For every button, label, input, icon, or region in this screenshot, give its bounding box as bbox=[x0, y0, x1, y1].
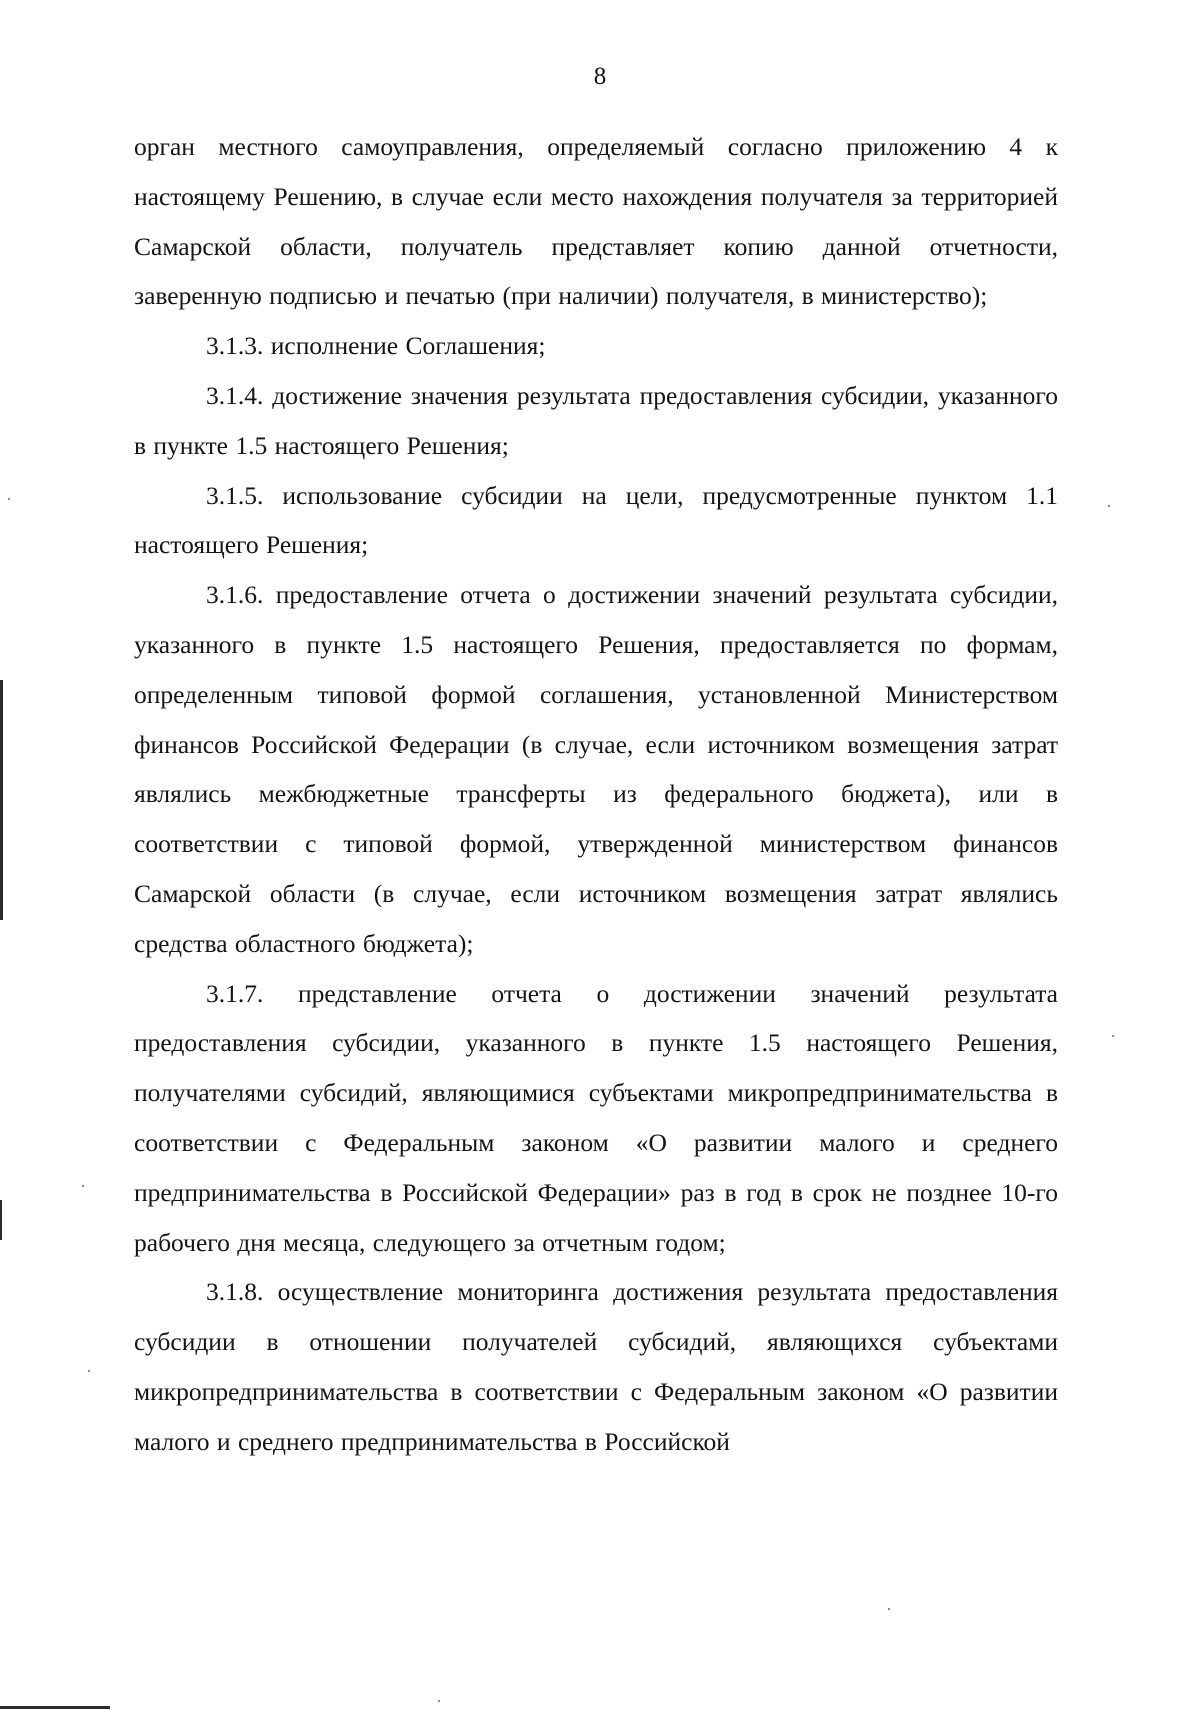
page-number: 8 bbox=[593, 63, 607, 90]
scan-edge-mark bbox=[0, 1706, 110, 1709]
document-body bbox=[134, 122, 1058, 1467]
scan-speck bbox=[1108, 505, 1110, 507]
scan-edge-mark bbox=[0, 680, 3, 920]
scan-speck bbox=[888, 1608, 890, 1610]
scan-edge-mark bbox=[0, 1200, 2, 1240]
paragraph-3-1-6: 3.1.6. предоставление отчета о достижении значений результата субсидии, указанного в пункте 1.5 настоящего Решения, предоставляется по формам, определенным типовой формой соглашения, установленной Министерством финансов Российской Федерации (в случае, если источником возмещения затрат являлись межбюджетные трансферты из федерального бюджета), или в соответствии с типовой формой, утвержденной министерством финансов Самарской области (в случае, если источником возмещения затрат являлись средства областного бюджета); bbox=[134, 580, 1058, 958]
paragraph-3-1-3: 3.1.3. исполнение Соглашения; bbox=[206, 331, 546, 361]
paragraph-3-1-7: 3.1.7. представление отчета о достижении значений результата предоставления субсидии, указанного в пункте 1.5 настоящего Решения, получателями субсидий, являющимися субъектами микропредпринимательства в соответствии с Федеральным законом «О развитии малого и среднего предпринимательства в Российской Федерации» раз в год в срок не позднее 10-го рабочего дня месяца, следующего за отчетным годом; bbox=[134, 978, 1058, 1257]
scan-speck bbox=[88, 1370, 90, 1372]
paragraph-3-1-5: 3.1.5. использование субсидии на цели, предусмотренные пунктом 1.1 настоящего Решения; bbox=[134, 480, 1058, 560]
scan-speck bbox=[438, 1700, 440, 1702]
paragraph-3-1-8: 3.1.8. осуществление мониторинга достижения результата предоставления субсидии в отношении получателей субсидий, являющихся субъектами микропредпринимательства в соответствии с Федеральным законом «О развитии малого и среднего предпринимательства в Российской bbox=[134, 1277, 1058, 1456]
paragraph-continuation: орган местного самоуправления, определяемый согласно приложению 4 к настоящему Решению, в случае если место нахождения получателя за территорией Самарской области, получатель представляет копию данной отчетности, заверенную подписью и печатью (при наличии) получателя, в министерство); bbox=[134, 132, 1058, 311]
paragraph-3-1-4: 3.1.4. достижение значения результата предоставления субсидии, указанного в пункте 1.5 настоящего Решения; bbox=[134, 380, 1058, 460]
scan-speck bbox=[82, 1185, 84, 1187]
scan-speck bbox=[8, 498, 10, 500]
scan-speck bbox=[1112, 1035, 1114, 1037]
